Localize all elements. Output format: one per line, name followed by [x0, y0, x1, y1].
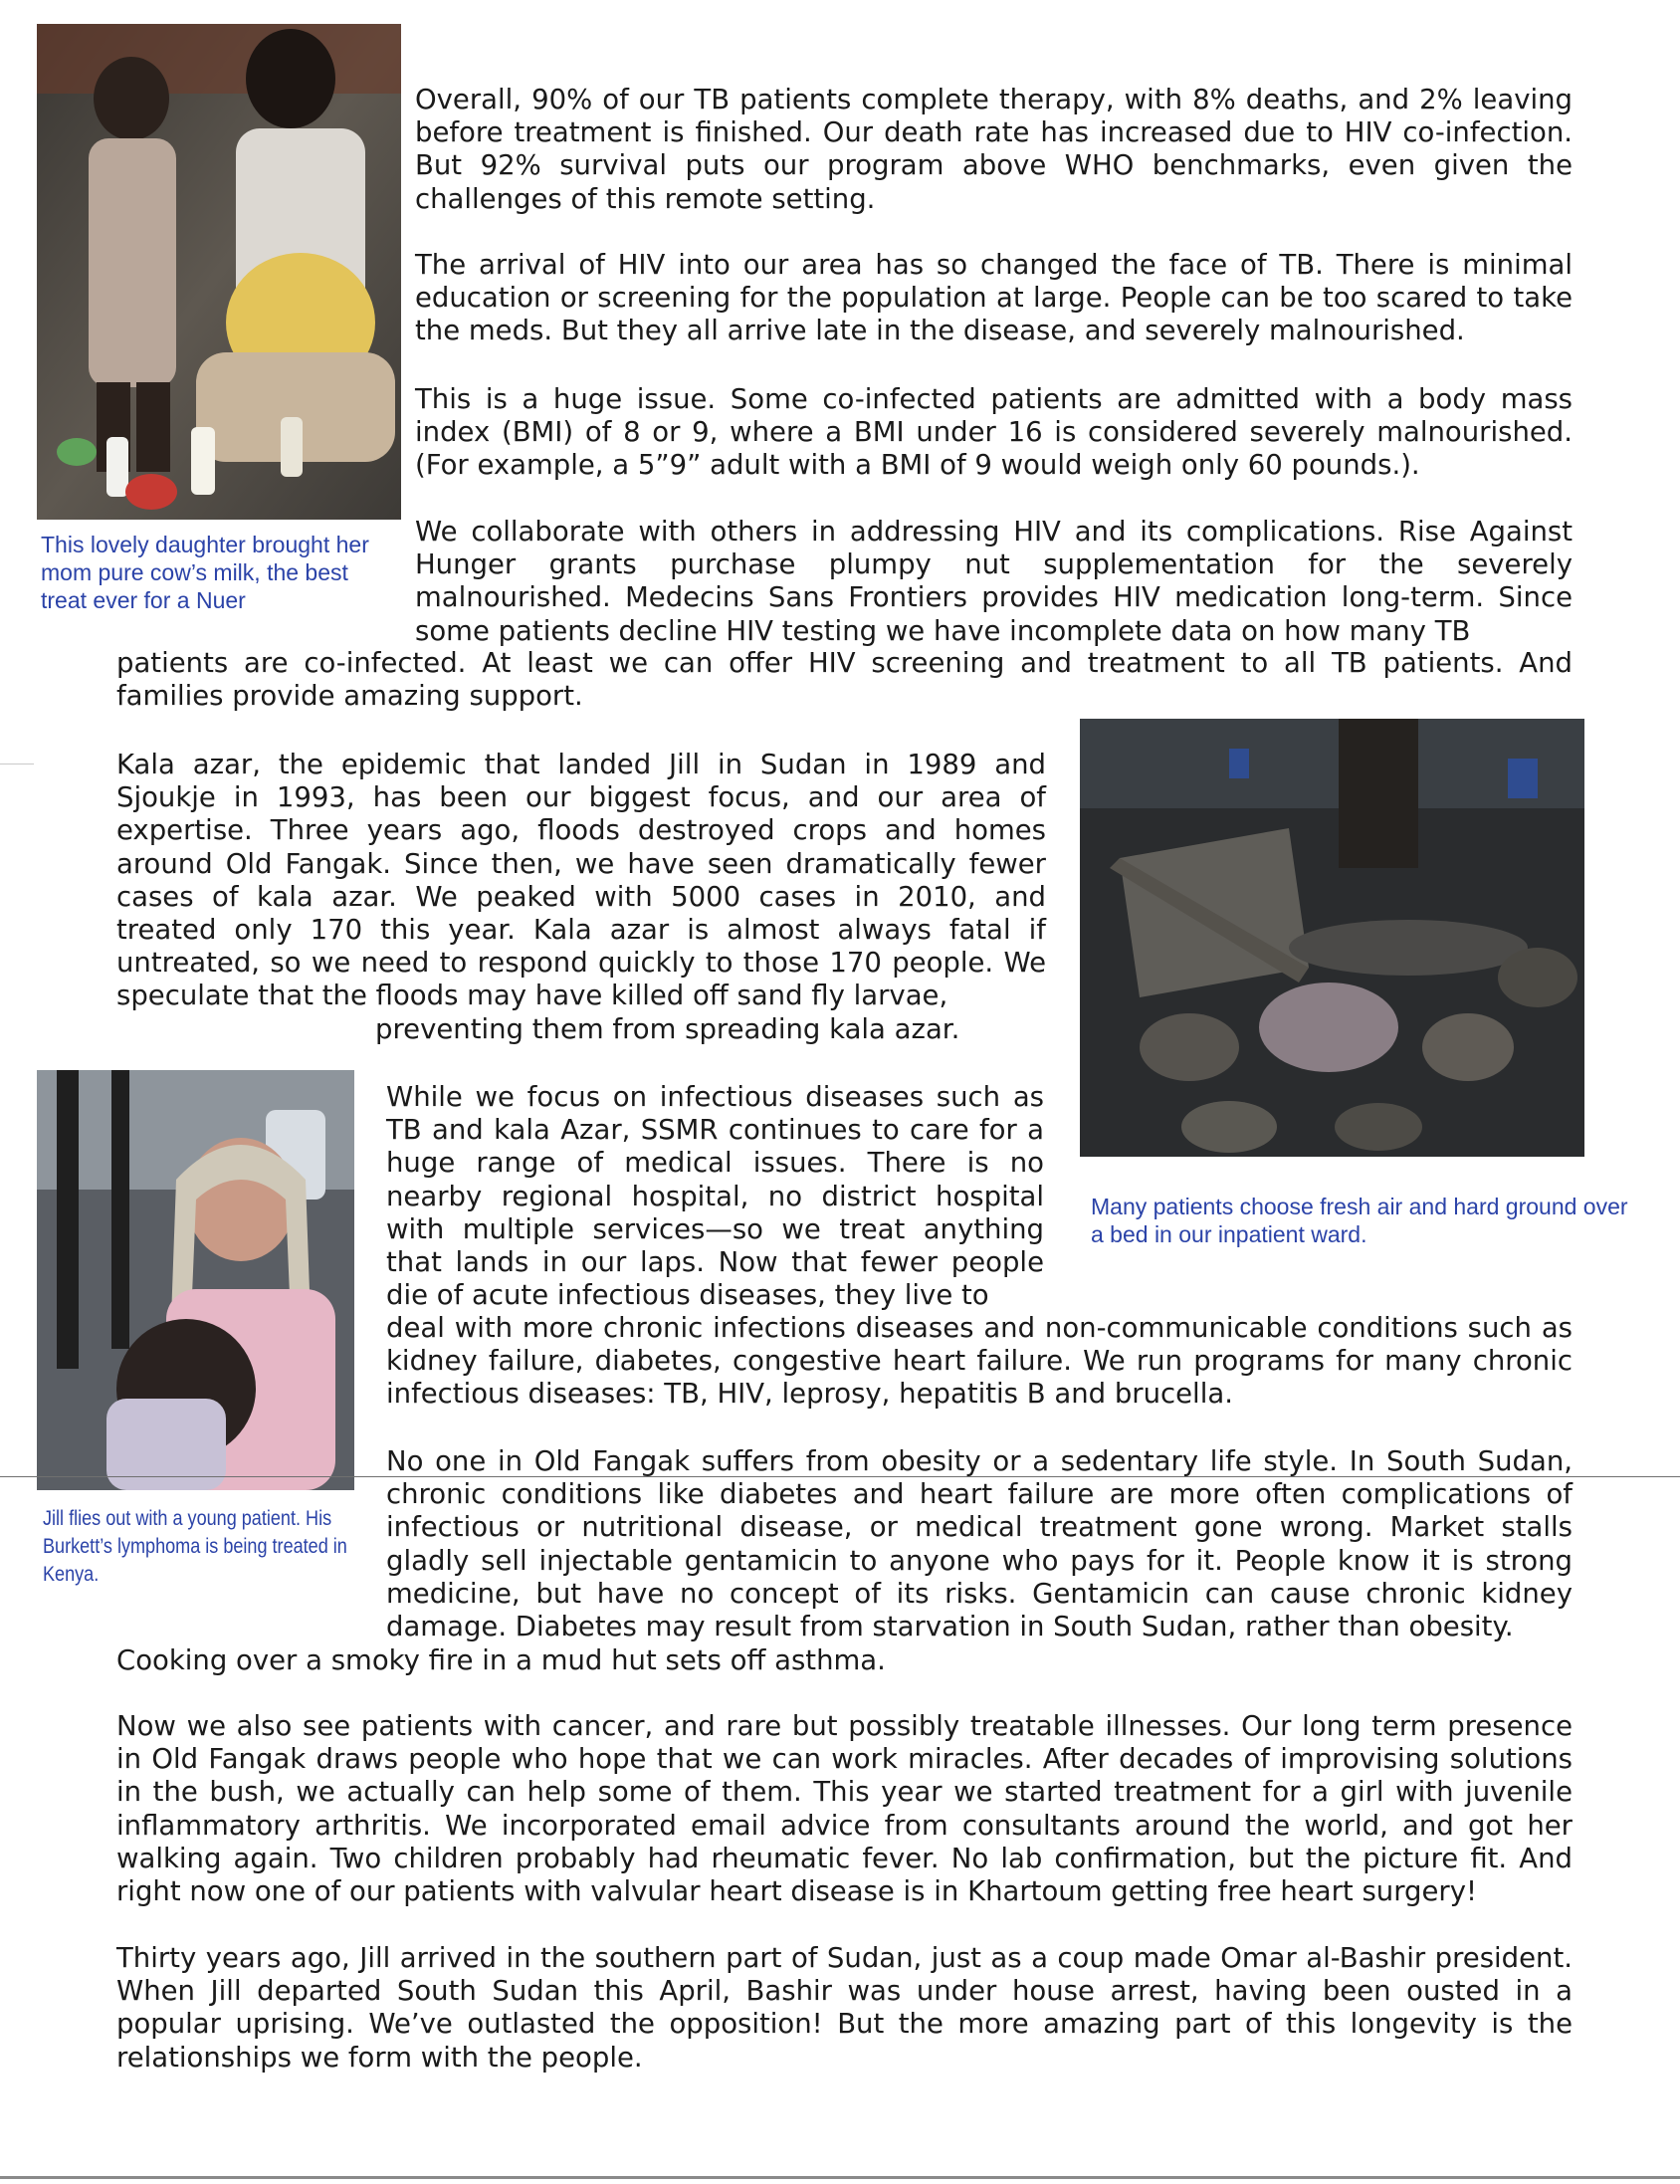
paragraph-bmi-issue: This is a huge issue. Some co-infected patients are admitted with a body mass index (BMI) of 8 or 9, where a BMI under 16 is considered severely malnourished. (For example, a 5”9” adult with a BMI of 9 would weigh only 60 pounds.).: [415, 383, 1573, 482]
caption-patients-outside: Many patients choose fresh air and hard ground over a bed in our inpatient ward.: [1091, 1194, 1628, 1247]
paragraph-thirty-years: Thirty years ago, Jill arrived in the southern part of Sudan, just as a coup made Omar al-Bashir president. When Jill departed South Sudan this April, Bashir was under house arrest, having been ousted in a popular uprising. We’ve outlasted the opposition! But the more amazing part of this longevity is the relationships we form with the people.: [116, 1942, 1573, 2074]
paragraph-infectious-diseases: While we focus on infectious diseases such as TB and kala Azar, SSMR continues to care for a huge range of medical issues. There is no nearby regional hospital, no district hospital with multiple services—so we treat anything that lands in our laps. Now that fewer people die of acute infectious diseases, they live to: [386, 1081, 1044, 1312]
paragraph-kala-azar: Kala azar, the epidemic that landed Jill in Sudan in 1989 and Sjoukje in 1993, has been our biggest focus, and our area of expertise. Three years ago, floods destroyed crops and homes around Old Fangak. Since then, we have seen dramatically fewer cases of kala azar. We peaked with 5000 cases in 2010, and treated only 170 this year. Kala azar is almost always fatal if untreated, so we need to respond quickly to those 170 people. We speculate that the floods may have killed off sand fly larvae,: [116, 749, 1046, 1012]
caption-mother-daughter: This lovely daughter brought her mom pure cow’s milk, the best treat ever for a Nuer: [41, 532, 369, 613]
paragraph-kala-azar-end: preventing them from spreading kala azar.: [375, 1013, 960, 1045]
paragraph-rare-illnesses: Now we also see patients with cancer, and rare but possibly treatable illnesses. Our long term presence in Old Fangak draws people who hope that we can work miracles. After decades of improvising solutions in the bush, we actually can help some of them. This year we started treatment for a girl with juvenile inflammatory arthritis. We incorporated email advice from consultants around the world, and got her walking again. Two children probably had rheumatic fever. No lab confirmation, but the picture fit. And right now one of our patients with valvular heart disease is in Khartoum getting free heart surgery!: [116, 1710, 1573, 1908]
paragraph-infectious-diseases-continued: deal with more chronic infections diseases and non-communicable conditions such as kidney failure, diabetes, congestive heart failure. We run programs for many chronic infectious diseases: TB, HIV, leprosy, hepatitis B and brucella.: [386, 1312, 1573, 1411]
caption-jill-plane: Jill flies out with a young patient. His Burkett’s lymphoma is being treated in Kenya.: [43, 1507, 347, 1586]
paragraph-hiv-arrival: The arrival of HIV into our area has so changed the face of TB. There is minimal education or screening for the population at large. People can be too scared to take the meds. But they all arrive late in the disease, and severely malnourished.: [415, 249, 1573, 347]
paragraph-tb-completion: Overall, 90% of our TB patients complete therapy, with 8% deaths, and 2% leaving before treatment is finished. Our death rate has increased due to HIV co-infection. But 92% survival puts our program above WHO benchmarks, even given the challenges of this remote setting.: [415, 84, 1573, 215]
mother-daughter-photo: [37, 24, 401, 520]
paragraph-collaboration-continued: patients are co-infected. At least we can offer HIV screening and treatment to all TB patients. And families provide amazing support.: [116, 647, 1573, 713]
scan-edge-bottom: [0, 2176, 1680, 2179]
patients-outside-photo: [1080, 719, 1584, 1157]
paragraph-chronic-conditions-end: Cooking over a smoky fire in a mud hut sets off asthma.: [116, 1644, 886, 1676]
paragraph-collaboration: We collaborate with others in addressing HIV and its complications. Rise Against Hunger grants purchase plumpy nut supplementation for the severely malnourished. Medecins Sans Frontiers provides HIV medication long-term. Since some patients decline HIV testing we have incomplete data on how many TB: [415, 516, 1573, 647]
paragraph-chronic-conditions: No one in Old Fangak suffers from obesity or a sedentary life style. In South Sudan, chronic conditions like diabetes and heart failure are more often complications of infectious or nutritional disease, or medical treatment gone wrong. Market stalls gladly sell injectable gentamicin to anyone who pays for it. People know it is strong medicine, but have no concept of its risks. Gentamicin can cause chronic kidney damage. Diabetes may result from starvation in South Sudan, rather than obesity.: [386, 1445, 1573, 1643]
jill-plane-photo: [37, 1070, 354, 1490]
